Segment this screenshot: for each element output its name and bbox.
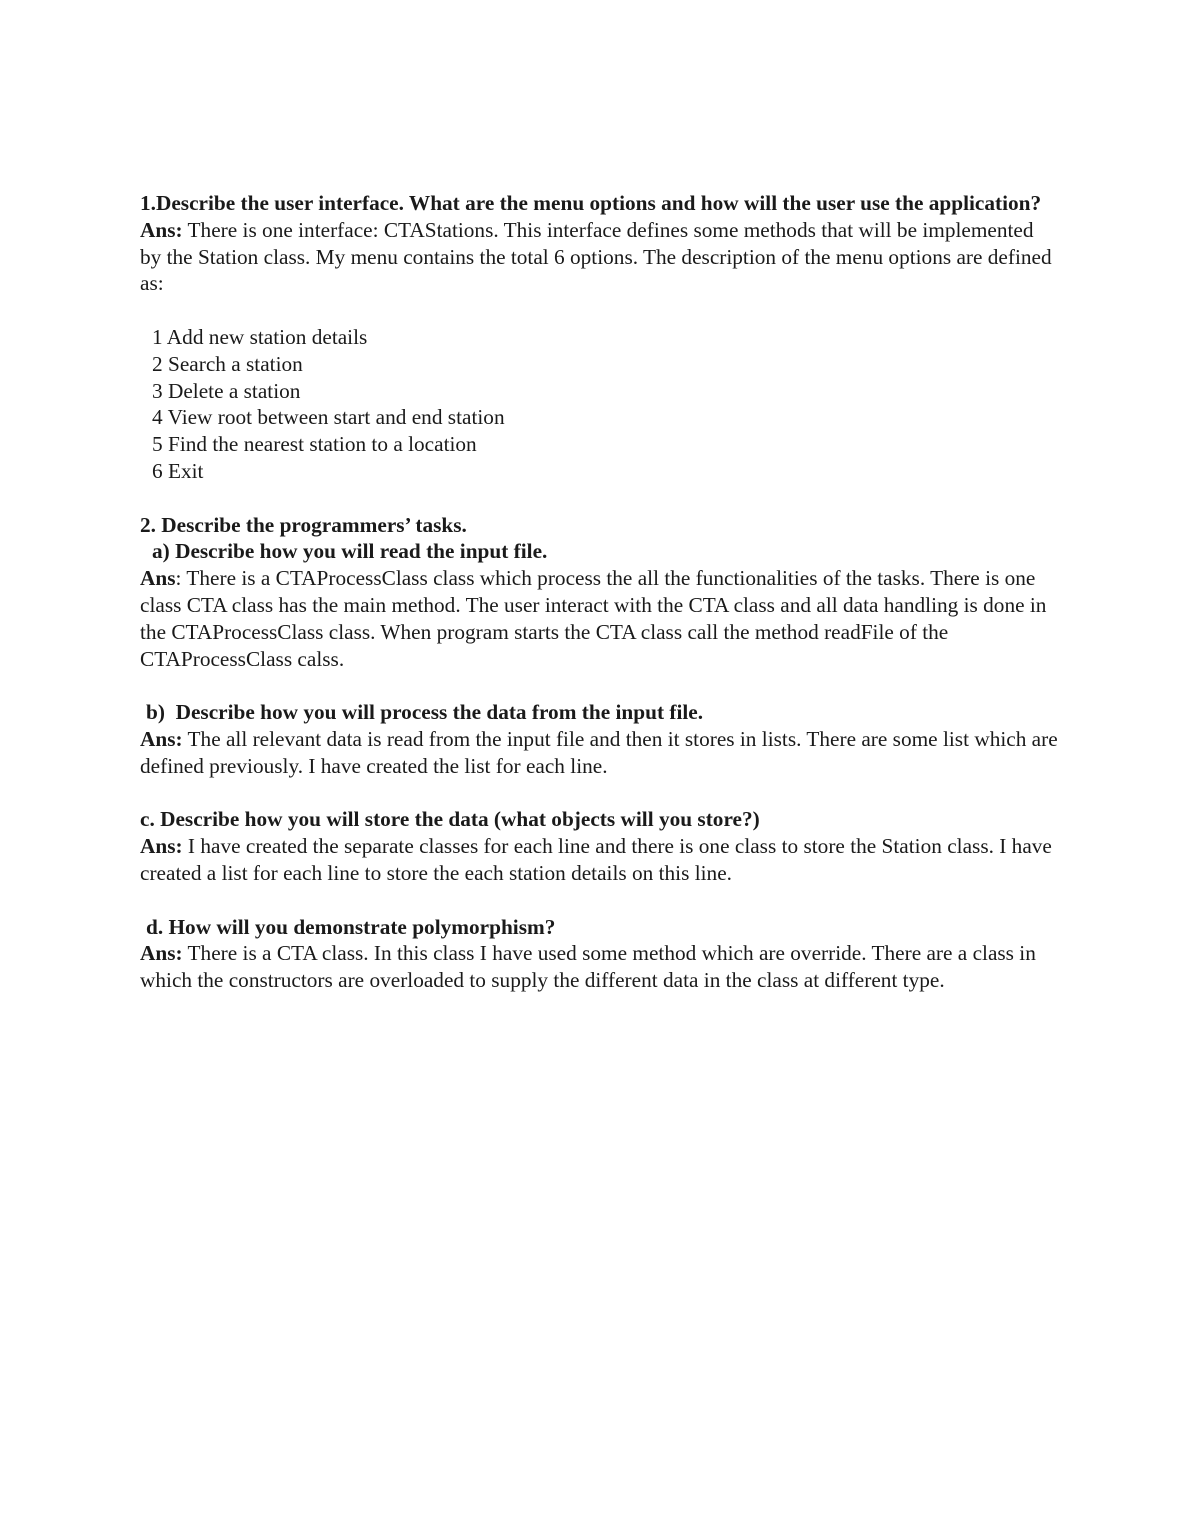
answer-text: I have created the separate classes for each line and there is one class to store the Station class. I have created a list for each line to store the each station details on this line.: [140, 834, 1052, 885]
question-2a: a) Describe how you will read the input file.: [152, 539, 548, 564]
answer-text: There is one interface: CTAStations. This interface defines some methods that will be implemented by the Station class. My menu contains the total 6 options. The description of the menu options are defined as:: [140, 217, 1052, 296]
question-2b: b) Describe how you will process the data from the input file.: [146, 700, 704, 725]
list-item: 6 Exit: [152, 458, 204, 483]
spacer: [140, 780, 1060, 807]
answer-2b: [140, 726, 1060, 780]
question-1: 1.Describe the user interface. What are the menu options and how will the user use the application?: [140, 191, 1042, 215]
answer-text: : There is a CTAProcessClass class which process the all the functionalities of the tasks. There is one class CTA class has the main method. The user interact with the CTA class and all data handling is done in the CTAProcessClass class. When program starts the CTA class call the method readFile of the CTAProcessClass calss.: [140, 566, 1047, 671]
answer-label: Ans:: [140, 217, 183, 242]
question-2c: c. Describe how you will store the data (what objects will you store?): [140, 807, 760, 832]
answer-text: The all relevant data is read from the input file and then it stores in lists. There are some list which are defined previously. I have created the list for each line.: [140, 726, 1058, 778]
answer-label: Ans:: [140, 834, 183, 859]
document-page: [140, 190, 1060, 994]
list-item: 3 Delete a station: [152, 378, 301, 403]
list-item: 1 Add new station details: [152, 324, 368, 349]
spacer: [140, 485, 1060, 512]
list-item: 2 Search a station: [152, 351, 303, 376]
answer-label: Ans:: [140, 941, 183, 966]
question-2d: d. How will you demonstrate polymorphism?: [146, 914, 556, 939]
answer-label: Ans:: [140, 726, 183, 751]
answer-label: Ans: [140, 566, 176, 591]
menu-options-list: [140, 324, 1060, 485]
question-2-heading: 2. Describe the programmers’ tasks.: [140, 512, 467, 537]
spacer: [140, 887, 1060, 914]
list-item: 5 Find the nearest station to a location: [152, 432, 477, 457]
answer-2c: [140, 833, 1060, 887]
answer-text: There is a CTA class. In this class I have used some method which are override. There are a class in which the constructors are overloaded to supply the different data in the class at different type.: [140, 941, 1036, 993]
answer-2d: [140, 940, 1060, 994]
answer-1: [140, 217, 1060, 297]
answer-2a: [140, 565, 1060, 672]
list-item: 4 View root between start and end station: [152, 405, 505, 430]
spacer: [140, 672, 1060, 699]
spacer: [140, 297, 1060, 324]
